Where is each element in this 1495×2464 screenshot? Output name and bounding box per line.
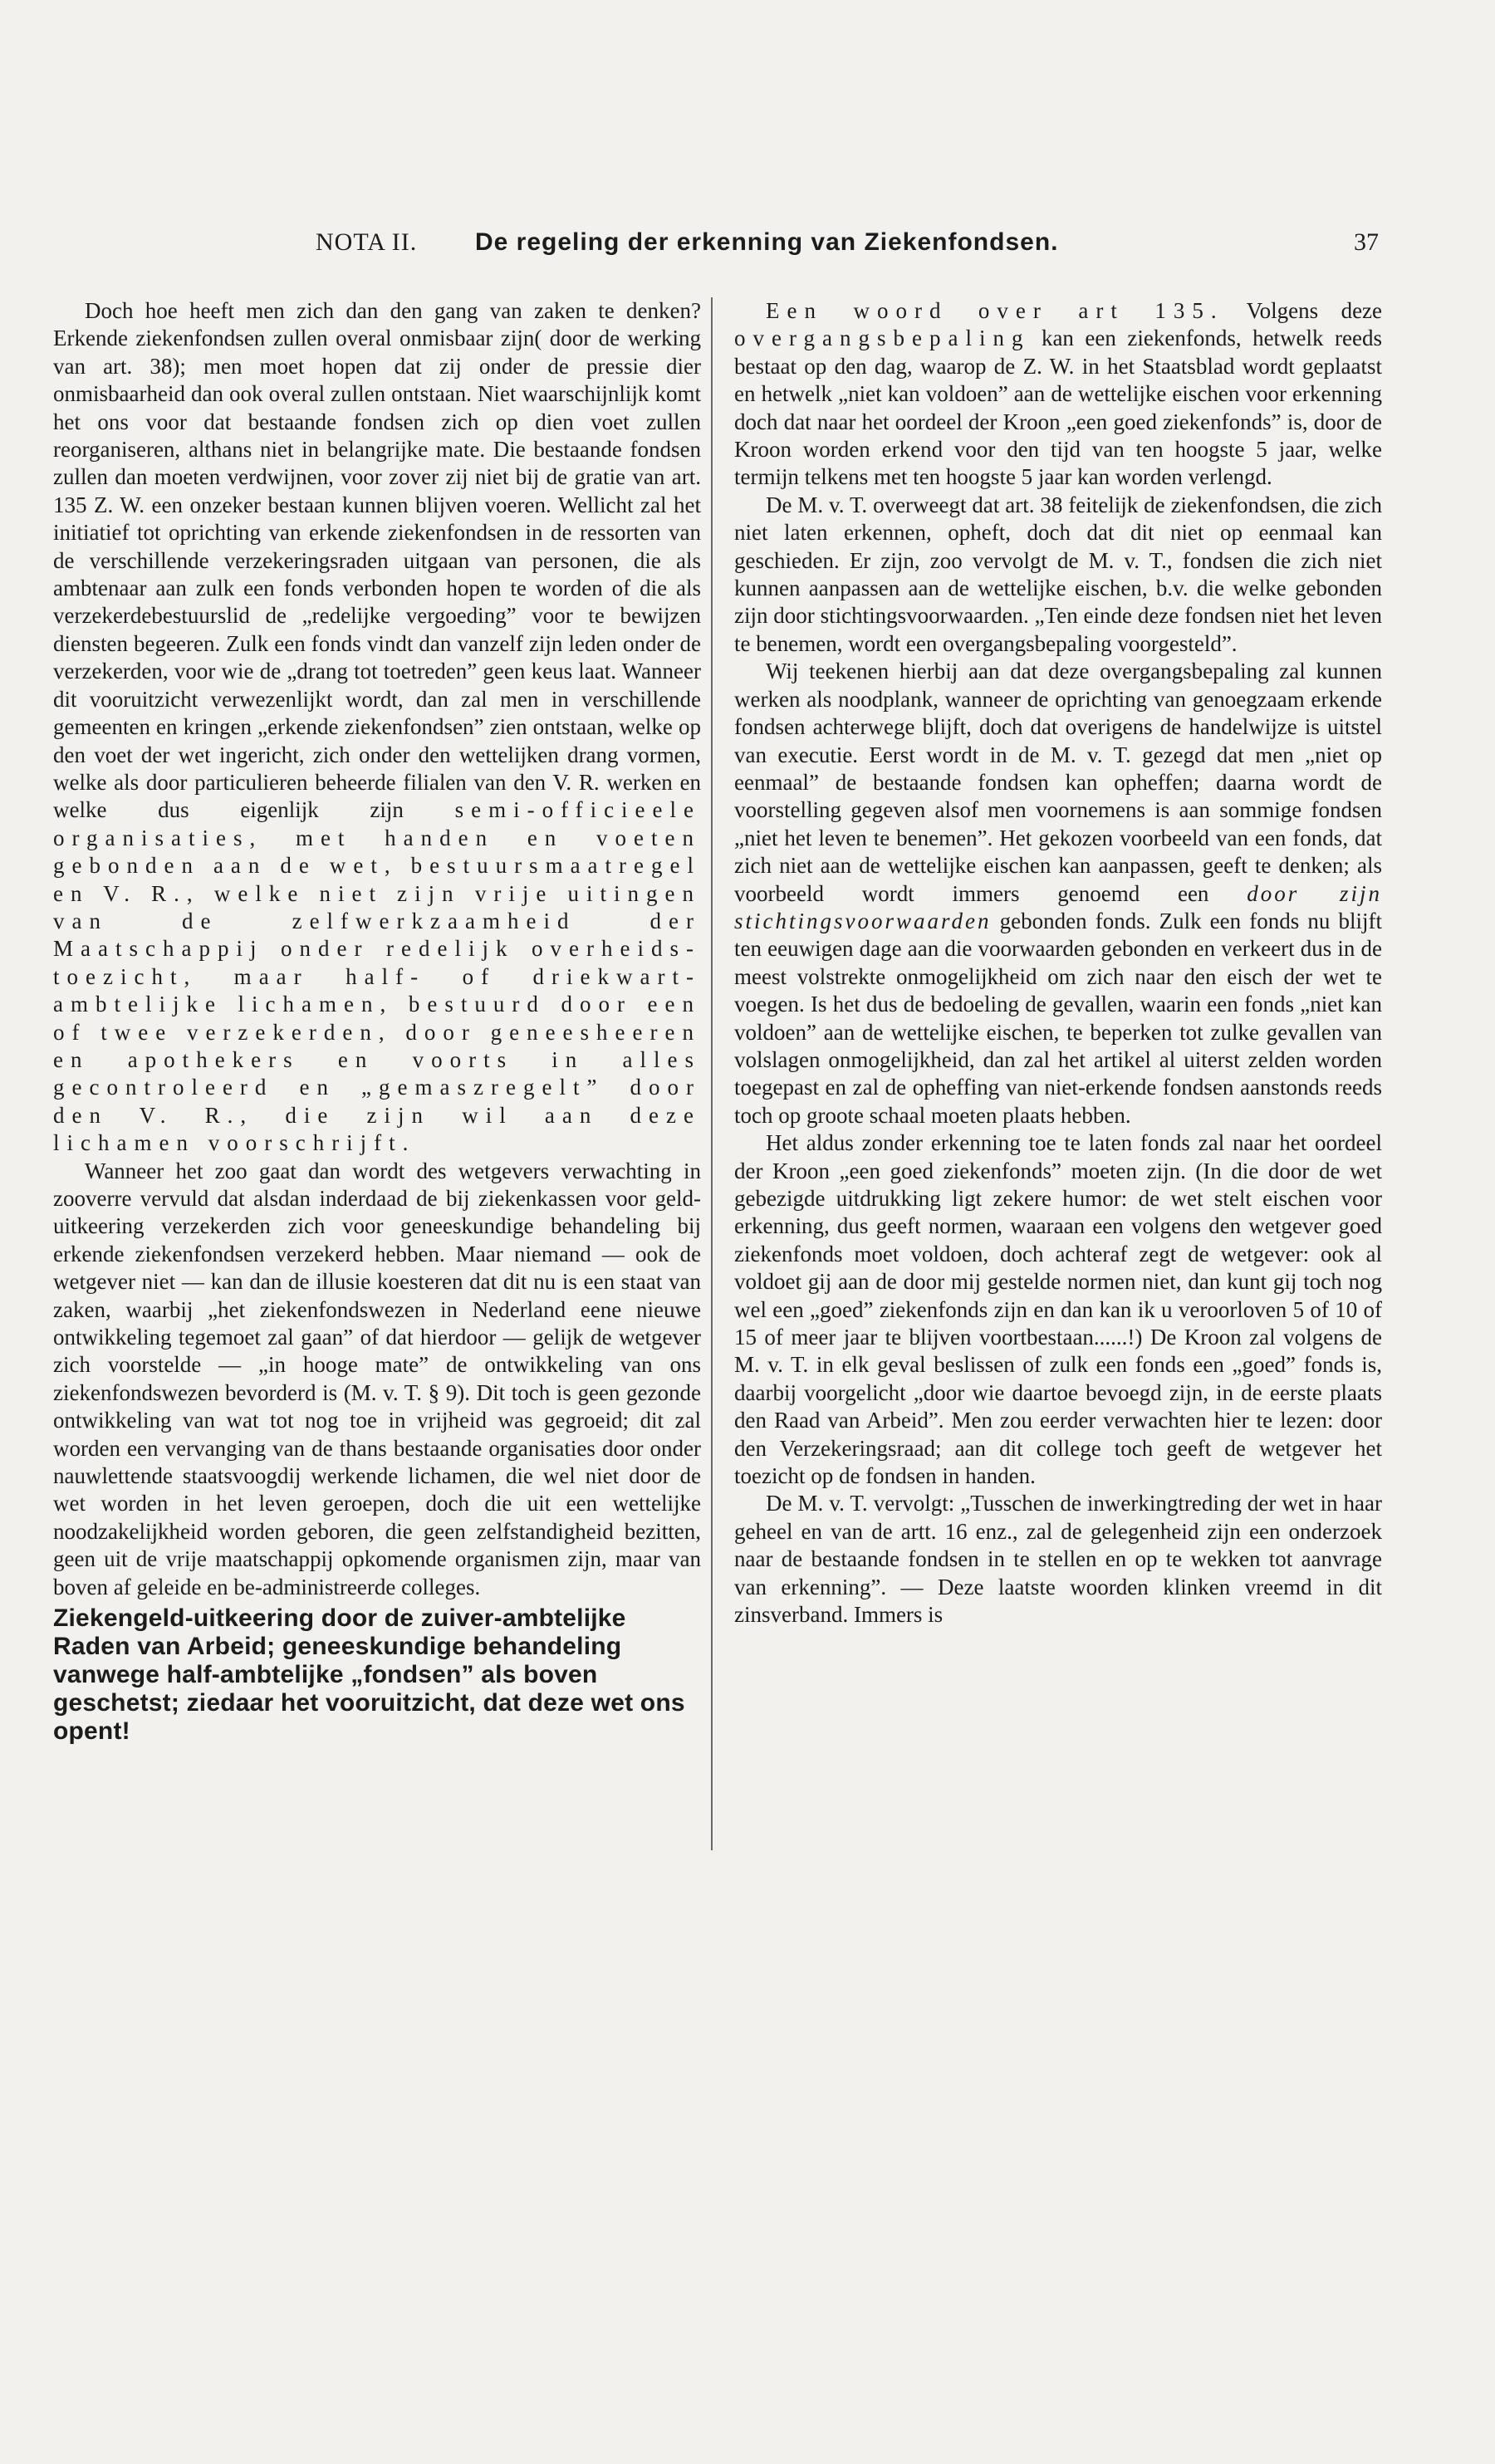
paragraph: De M. v. T. overweegt dat art. 38 feitelijk de ziekenfondsen, die zich niet laten erkennen, opheft, doch dat dit niet op eenmaal kan geschieden. Er zijn, zoo vervolgt de M. v. T., fondsen die zich niet kunnen aanpassen aan de wettelijke eischen, b.v. die welke gebonden zijn door stichtingsvoorwaarden. „Ten einde deze fondsen niet het leven te benemen, wordt een overgangsbepaling voorgesteld”. xyxy=(734,492,1382,656)
paragraph: Het aldus zonder erkenning toe te laten fonds zal naar het oordeel der Kroon „een goed ziekenfonds” moeten zijn. (In die door de wet gebezigde uitdrukking ligt zekere humor: de wet stelt eischen voor erkenning, dus geeft normen, waaraan een volgens den wetgever goed ziekenfonds moet voldoen, doch achteraf zegt de wetgever: ook al voldoet gij aan de door mij gestelde normen niet, dan kunt gij toch nog wel een „goed” ziekenfonds zijn en dan kan ik u veroorloven 5 of 10 of 15 of meer jaar te blijven voortbestaan......!) De Kroon zal volgens de M. v. T. in elk geval beslissen of zulk een fonds een „goed” fonds is, daarbij voorgelicht „door wie daartoe bevoegd zijn, in de eerste plaats den Raad van Arbeid”. Men zou eerder verwachten hier te lezen: door den Verzekeringsraad; aan dit college toch geeft de wetgever het toezicht op de fondsen in handen. xyxy=(734,1130,1382,1489)
column-divider xyxy=(711,297,713,1850)
italic-emphasis: door zijn stichtingsvoorwaarden xyxy=(734,880,1382,933)
left-column xyxy=(53,297,701,1746)
paragraph: De M. v. T. vervolgt: „Tusschen de inwerkingtreding der wet in haar geheel en van de artt. 16 enz., zal de gelegenheid zijn een onderzoek naar de bestaande fondsen in te stellen en op te wekken tot aanvrage van erkenning”. — Deze laatste woorden klinken vreemd in dit zinsverband. Immers is xyxy=(734,1491,1382,1628)
paragraph-text: Wij teekenen hierbij aan dat deze overgangsbepaling zal kunnen werken als noodplank, wanneer de oprichting van genoegzaam erkende fondsen achterwege blijft, doch dat overigens de handelwijze is uitstel van executie. Eerst wordt in de M. v. T. gezegd dat men „niet op eenmaal” de bestaande fondsen kan opheffen; daarna wordt de voorstelling gegeven alsof men voornemens is aan sommige fondsen „niet het leven te benemen”. Het gekozen voorbeeld van een fonds, dat zich niet aan de wettelijke eischen kan aanpassen, geeft te denken; als voorbeeld wordt immers genoemd een xyxy=(734,659,1382,906)
spaced-emphasis: semi-officieele organisaties, met handen en voeten gebonden aan de wet, bestuursmaatregel en V. R., welke niet zijn vrije uitingen van de zelfwerkzaamheid der Maatschappij onder redelijk overheids-toezicht, maar half- of driekwart-ambtelijke lichamen, bestuurd door een of twee verzekerden, door geneesheeren en apothekers en voorts in alles gecontroleerd en „gemaszregelt” door den V. R., die zijn wil aan deze lichamen voorschrijft. xyxy=(53,797,702,1156)
paragraph-text: kan een ziekenfonds, hetwelk reeds bestaat op den dag, waarop de Z. W. in het Staatsblad wordt geplaatst en hetwelk „niet kan voldoen” aan de wettelijke eischen voor erkenning doch dat naar het oordeel der Kroon „een goed ziekenfonds” is, door de Kroon worden erkend voor den tijd van ten hoogste 5 jaar, welke termijn telkens met ten hoogste 5 jaar kan worden verlengd. xyxy=(734,326,1383,490)
paragraph xyxy=(53,297,701,1158)
page-number: 37 xyxy=(1354,228,1379,256)
paragraph xyxy=(734,658,1382,1129)
paragraph: Wanneer het zoo gaat dan wordt des wetgevers verwachting in zooverre vervuld dat alsdan inderdaad de bij ziekenkassen voor geld-uitkeering verzekerden zich voor geneeskundige behandeling bij erkende ziekenfondsen verzekerd hebben. Maar niemand — ook de wetgever niet — kan dan de illusie koesteren dat dit nu is een staat van zaken, waarbij „het ziekenfondswezen in Nederland eene nieuwe ontwikkeling tegemoet zal gaan” of dat hierdoor — gelijk de wetgever zich voorstelde — „in hooge mate” de ontwikkeling van ons ziekenfondswezen bevorderd is (M. v. T. § 9). Dit toch is geen gezonde ontwikkeling van wat tot nog toe in vrijheid was gegroeid; dit zal worden een vervanging van de thans bestaande organisaties door onder nauwlettende staatsvoogdij werkende lichamen, die wel niet door de wet worden in het leven geroepen, doch die uit een wettelijke noodzakelijkheid worden geboren, die geen zelfstandigheid bezitten, geen uit de vrije maatschappij opkomende organismen zijn, maar van boven af geleide en be-administreerde colleges. xyxy=(53,1158,701,1599)
spaced-emphasis: Een woord over art 135. xyxy=(766,298,1224,323)
right-column xyxy=(734,297,1382,1629)
paragraph-text: Volgens deze xyxy=(1246,298,1383,323)
spaced-emphasis: overgangsbepaling xyxy=(734,326,1031,351)
paragraph-text: gebonden fonds. Zulk een fonds nu blijft ten eeuwigen dage aan die voorwaarden gebonden en verkeert dus in de meest volstrekte onmogelijkheid om zich naar den eisch der wet te voegen. Is het dus de bedoeling de gevallen, waarin een fonds „niet kan voldoen” aan de wettelijke eischen, te beperken tot zulke gevallen van volslagen onmogelijkheid, dan zal het artikel al uiterst zelden worden toegepast en zal de opheffing van niet-erkende fondsen aanstonds reeds toch op groote schaal moeten plaats hebben. xyxy=(734,908,1382,1128)
paragraph xyxy=(734,297,1382,492)
page-title: De regeling der erkenning van Ziekenfondsen. xyxy=(475,228,1059,256)
bold-conclusion: Ziekengeld-uitkeering door de zuiver-ambtelijke Raden van Arbeid; geneeskundige behandeling vanwege half-ambtelijke „fondsen” als boven geschetst; ziedaar het vooruitzicht, dat deze wet ons opent! xyxy=(53,1604,685,1746)
section-label: NOTA II. xyxy=(316,228,418,256)
paragraph-text: Doch hoe heeft men zich dan den gang van zaken te denken? Erkende ziekenfondsen zullen overal onmisbaar zijn( door de werking van art. 38); men moet hopen dat zij onder de pressie dier onmisbaarheid dan ook overal zullen ontstaan. Niet waarschijnlijk komt het ons voor dat bestaande fondsen zich op dien voet zullen reorganiseren, althans niet in belangrijke mate. Die bestaande fondsen zullen dan moeten verdwijnen, voor zover zij niet bij de gratie van art. 135 Z. W. een onzeker bestaan kunnen blijven voeren. Wellicht zal het initiatief tot oprichting van erkende ziekenfondsen in de ressorten van de verschillende verzekeringsraden uitgaan van personen, die als ambtenaar aan zulk een fonds verbonden hopen te worden of die als verzekerdebestuurslid de „redelijke vergoeding” voor te bewijzen diensten begeeren. Zulk een fonds vindt dan vanzelf zijn leden onder de verzekerden, voor wie de „drang tot toetreden” geen keus laat. Wanneer dit vooruitzicht verwezenlijkt wordt, dan zal men in verschillende gemeenten en kringen „erkende ziekenfondsen” zien ontstaan, welke op den voet der wet ingericht, zich onder den wettelijken drang vormen, welke als door particulieren beheerde filialen van den V. R. werken en welke dus eigenlijk zijn xyxy=(53,298,701,823)
